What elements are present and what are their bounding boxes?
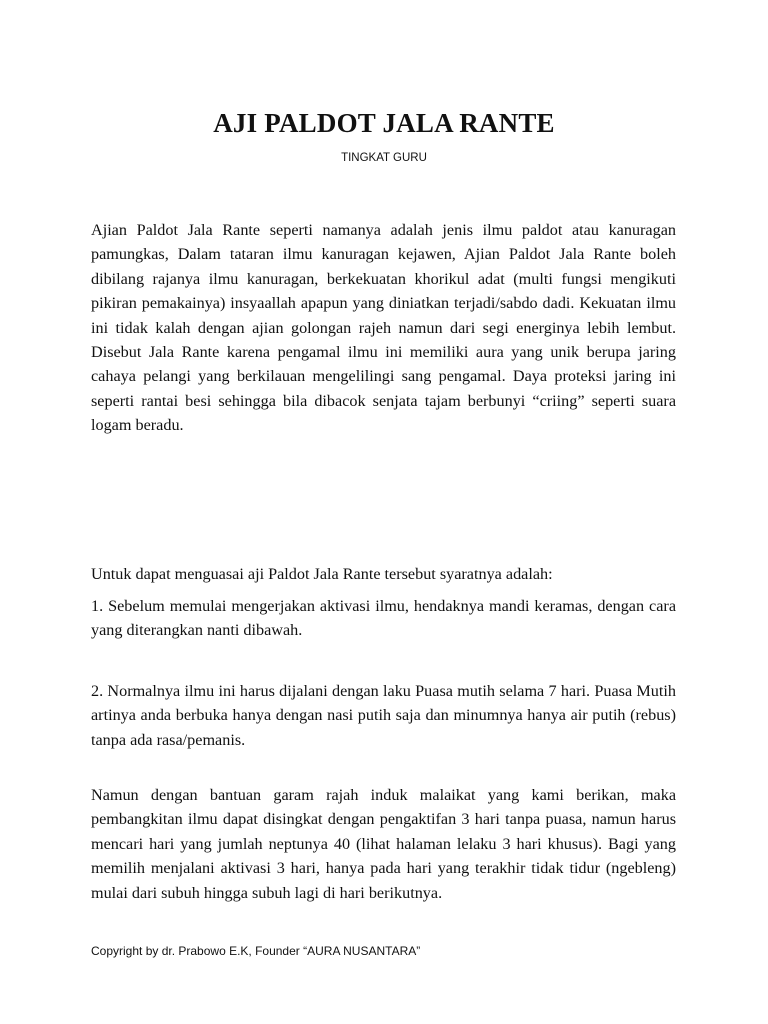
paragraph-alternative: Namun dengan bantuan garam rajah induk malaikat yang kami berikan, maka pembangkitan ilmu dapat disingkat dengan pengaktifan 3 hari tanpa puasa, namun harus mencari hari yang jumlah neptunya 40 (lihat halaman lelaku 3 hari khusus). Bagi yang memilih menjalani aktivasi 3 hari, hanya pada hari yang terakhir tidak tidur (ngebleng) mulai dari subuh hingga subuh lagi di hari berikutnya. — [91, 786, 676, 902]
paragraph-requirement-2: 2. Normalnya ilmu ini harus dijalani dengan laku Puasa mutih selama 7 hari. Puasa Mutih artinya anda berbuka hanya dengan nasi putih saja dan minumnya hanya air putih (rebus) tanpa ada rasa/pemanis. — [91, 682, 676, 749]
document-title: AJI PALDOT JALA RANTE — [213, 108, 555, 138]
paragraph-intro: Ajian Paldot Jala Rante seperti namanya adalah jenis ilmu paldot atau kanuragan pamungkas, Dalam tataran ilmu kanuragan kejawen, Ajian Paldot Jala Rante boleh dibilang rajanya ilmu kanuragan, berkekuatan khorikul adat (multi fungsi mengikuti pikiran pemakainya) insyaallah apapun yang diniatkan terjadi/sabdo dadi. Kekuatan ilmu ini tidak kalah dengan ajian golongan rajeh namun dari segi energinya lebih lembut. Disebut Jala Rante karena pengamal ilmu ini memiliki aura yang unik berupa jaring cahaya pelangi yang berkilauan mengelilingi sang pengamal. Daya proteksi jaring ini seperti rantai besi sehingga bila dibacok senjata tajam berbunyi “criing” seperti suara logam beradu. — [91, 221, 676, 435]
paragraph-requirement-1: 1. Sebelum memulai mengerjakan aktivasi ilmu, hendaknya mandi keramas, dengan cara yang diterangkan nanti dibawah. — [91, 597, 676, 640]
paragraph-requirements-heading: Untuk dapat menguasai aji Paldot Jala Rante tersebut syaratnya adalah: — [91, 565, 553, 583]
document-subtitle: TINGKAT GURU — [341, 152, 427, 164]
document-footer: Copyright by dr. Prabowo E.K, Founder “AURA NUSANTARA” — [91, 944, 421, 958]
